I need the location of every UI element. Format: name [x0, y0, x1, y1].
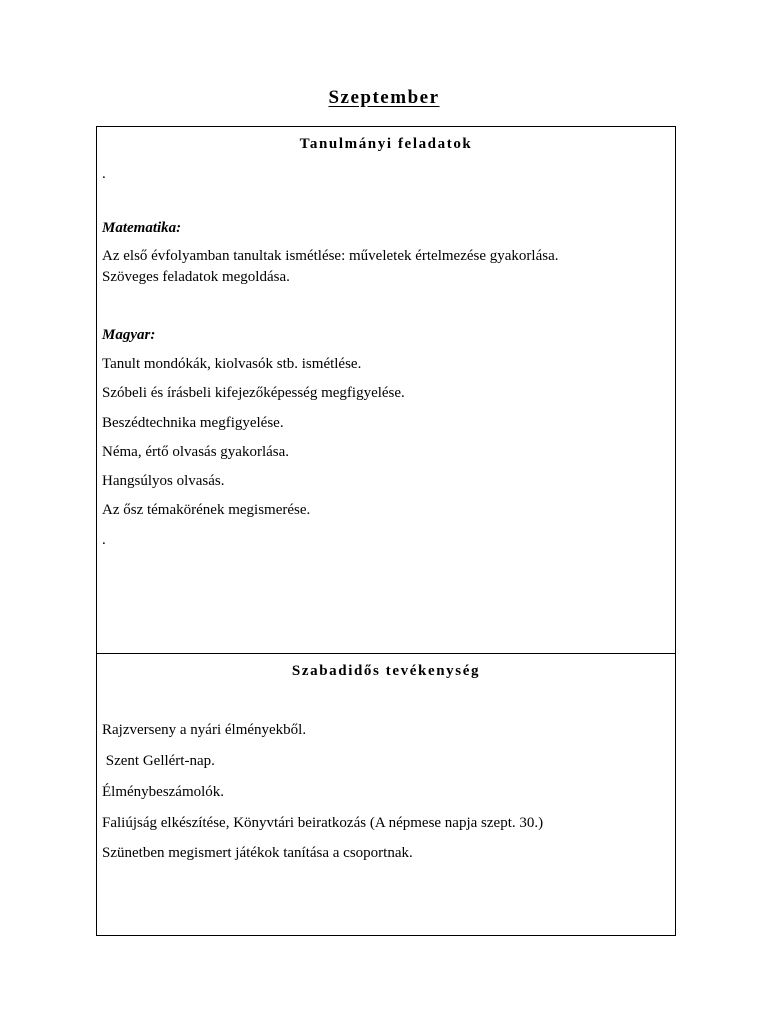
math-line: Szöveges feladatok megoldása. — [102, 269, 290, 285]
math-subject-label: Matematika: — [102, 220, 182, 236]
separator-dot: . — [102, 166, 106, 182]
leisure-line: Szünetben megismert játékok tanítása a csoportnak. — [102, 845, 413, 861]
leisure-line: Faliújság elkészítése, Könyvtári beiratkozás (A népmese napja szept. 30.) — [102, 815, 544, 831]
math-line: Az első évfolyamban tanultak ismétlése: műveletek értelmezése gyakorlása. — [102, 248, 559, 264]
page-title: Szeptember — [328, 87, 440, 108]
study-tasks-section — [97, 127, 675, 654]
hungarian-line: Beszédtechnika megfigyelése. — [102, 415, 284, 431]
hungarian-line: Hangsúlyos olvasás. — [102, 473, 225, 489]
hungarian-line: Szóbeli és írásbeli kifejezőképesség megfigyelése. — [102, 385, 405, 401]
hungarian-line: Néma, értő olvasás gyakorlása. — [102, 444, 290, 460]
hungarian-subject-label: Magyar: — [102, 327, 156, 343]
leisure-line: Szent Gellért-nap. — [102, 753, 215, 769]
leisure-activities-heading: Szabadidős tevékenység — [291, 663, 481, 679]
leisure-line: Élménybeszámolók. — [102, 784, 225, 800]
leisure-activities-section — [97, 654, 675, 935]
leisure-line: Rajzverseny a nyári élményekből. — [102, 722, 307, 738]
hungarian-line: Tanult mondókák, kiolvasók stb. ismétlése. — [102, 356, 362, 372]
separator-dot: . — [102, 532, 106, 548]
hungarian-line: Az ősz témakörének megismerése. — [102, 502, 311, 518]
study-tasks-heading: Tanulmányi feladatok — [299, 136, 473, 152]
plan-table — [96, 126, 676, 936]
